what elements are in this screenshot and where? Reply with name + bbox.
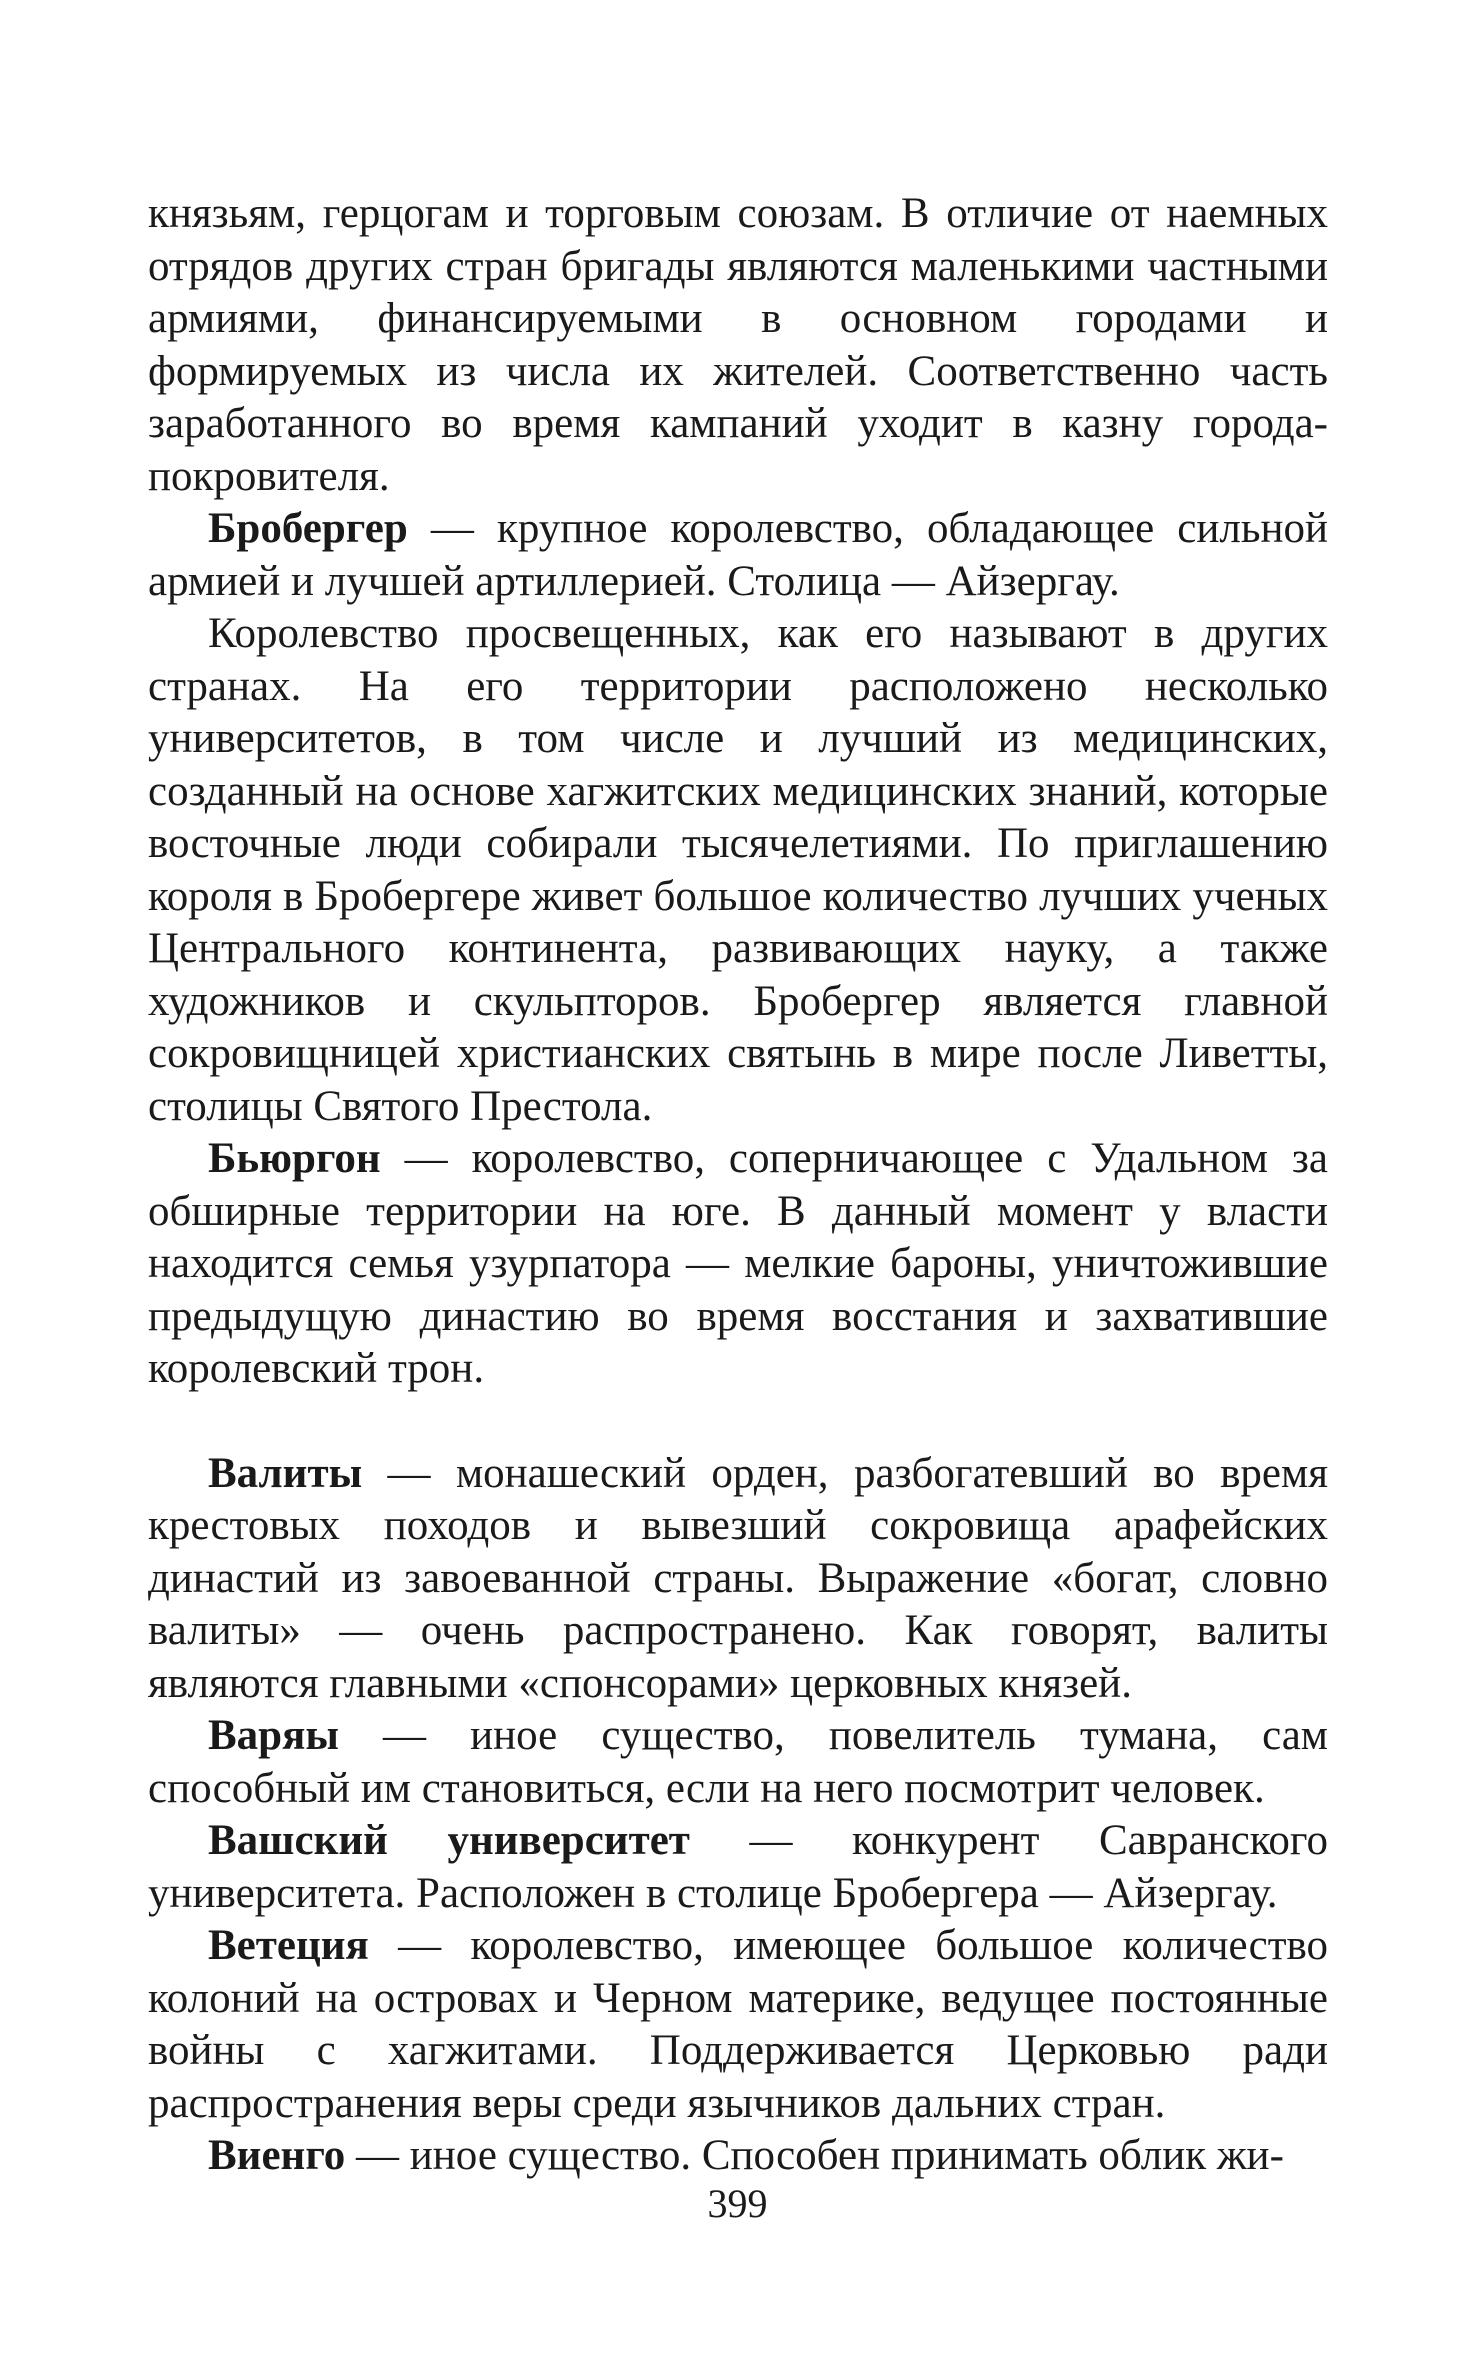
entry-varyay	[148, 1710, 1328, 1815]
entry-text: — конкурент Савранского университета. Расположен в столице Бробергера — Айзергау.	[148, 1817, 1329, 1917]
paragraph-text: Королевство просвещенных, как его называют в других странах. На его территории расположено несколько университетов, в том числе и лучший из медицинских, созданный на основе хагжитских медицинских знаний, которые восточные люди собирали тысячелетиями. По приглашению короля в Бробергере живет большое количество лучших ученых Центрального континента, развивающих науку, а также художников и скульпторов. Бробергер является главной сокровищницей христианских святынь в мире после Ливетты, столицы Святого Престола.	[148, 610, 1328, 1130]
page-body	[148, 188, 1328, 2183]
entry-text: — королевство, соперничающее с Удальном за обширные территории на юге. В данный момент у власти находится семья узурпатора — мелкие бароны, уничтожившие предыдущую династию во время восстания и захватившие королевский трон.	[148, 1135, 1328, 1392]
entry-text: — крупное королевство, обладающее сильной армией и лучшей артиллерией. Столица — Айзергау.	[148, 505, 1328, 605]
entry-byurgon	[148, 1133, 1328, 1396]
entry-term: Валиты	[208, 1449, 363, 1497]
entry-brobergr	[148, 503, 1328, 608]
entry-text: — монашеский орден, разбогатевший во время крестовых походов и вывезший сокровища арафейских династий из завоеванной страны. Выражение «богат, словно валиты» — очень распространено. Как говорят, валиты являются главными «спонсорами» церковных князей.	[148, 1449, 1328, 1707]
paragraph-brigades-end	[148, 188, 1328, 503]
paragraph-brobergr-description	[148, 608, 1328, 1133]
entry-term: Ветеция	[208, 1922, 369, 1969]
entry-viengo	[148, 2130, 1328, 2183]
entry-vality	[148, 1448, 1328, 1711]
entry-term: Бьюргон	[208, 1135, 381, 1182]
entry-text: — иное существо, повелитель тумана, сам способный им становиться, если на него посмотрит человек.	[148, 1712, 1328, 1812]
entry-term: Виенго	[208, 2132, 346, 2179]
entry-term: Бробергер	[208, 505, 408, 552]
entry-term: Вашский университет	[208, 1817, 690, 1864]
entry-text: — королевство, имеющее большое количество колоний на островах и Черном материке, ведущее постоянные войны с хагжитами. Поддерживается Церковью ради распространения веры среди язычников дальних стран.	[148, 1922, 1328, 2127]
entry-text: — иное существо. Способен принимать облик жи-	[345, 2132, 1284, 2179]
entry-term: Варяы	[208, 1712, 339, 1759]
section-gap	[148, 1396, 1328, 1448]
entry-vashsky-university	[148, 1815, 1328, 1920]
page-number: 399	[707, 2181, 768, 2226]
entry-veteciya	[148, 1920, 1328, 2130]
paragraph-text: князьям, герцогам и торговым союзам. В отличие от наемных отрядов других стран бригады являются маленькими частными армиями, финансируемыми в основном городами и формируемых из числа их жителей. Соответственно часть заработанного во время кампаний уходит в казну города-покровителя.	[148, 190, 1328, 500]
